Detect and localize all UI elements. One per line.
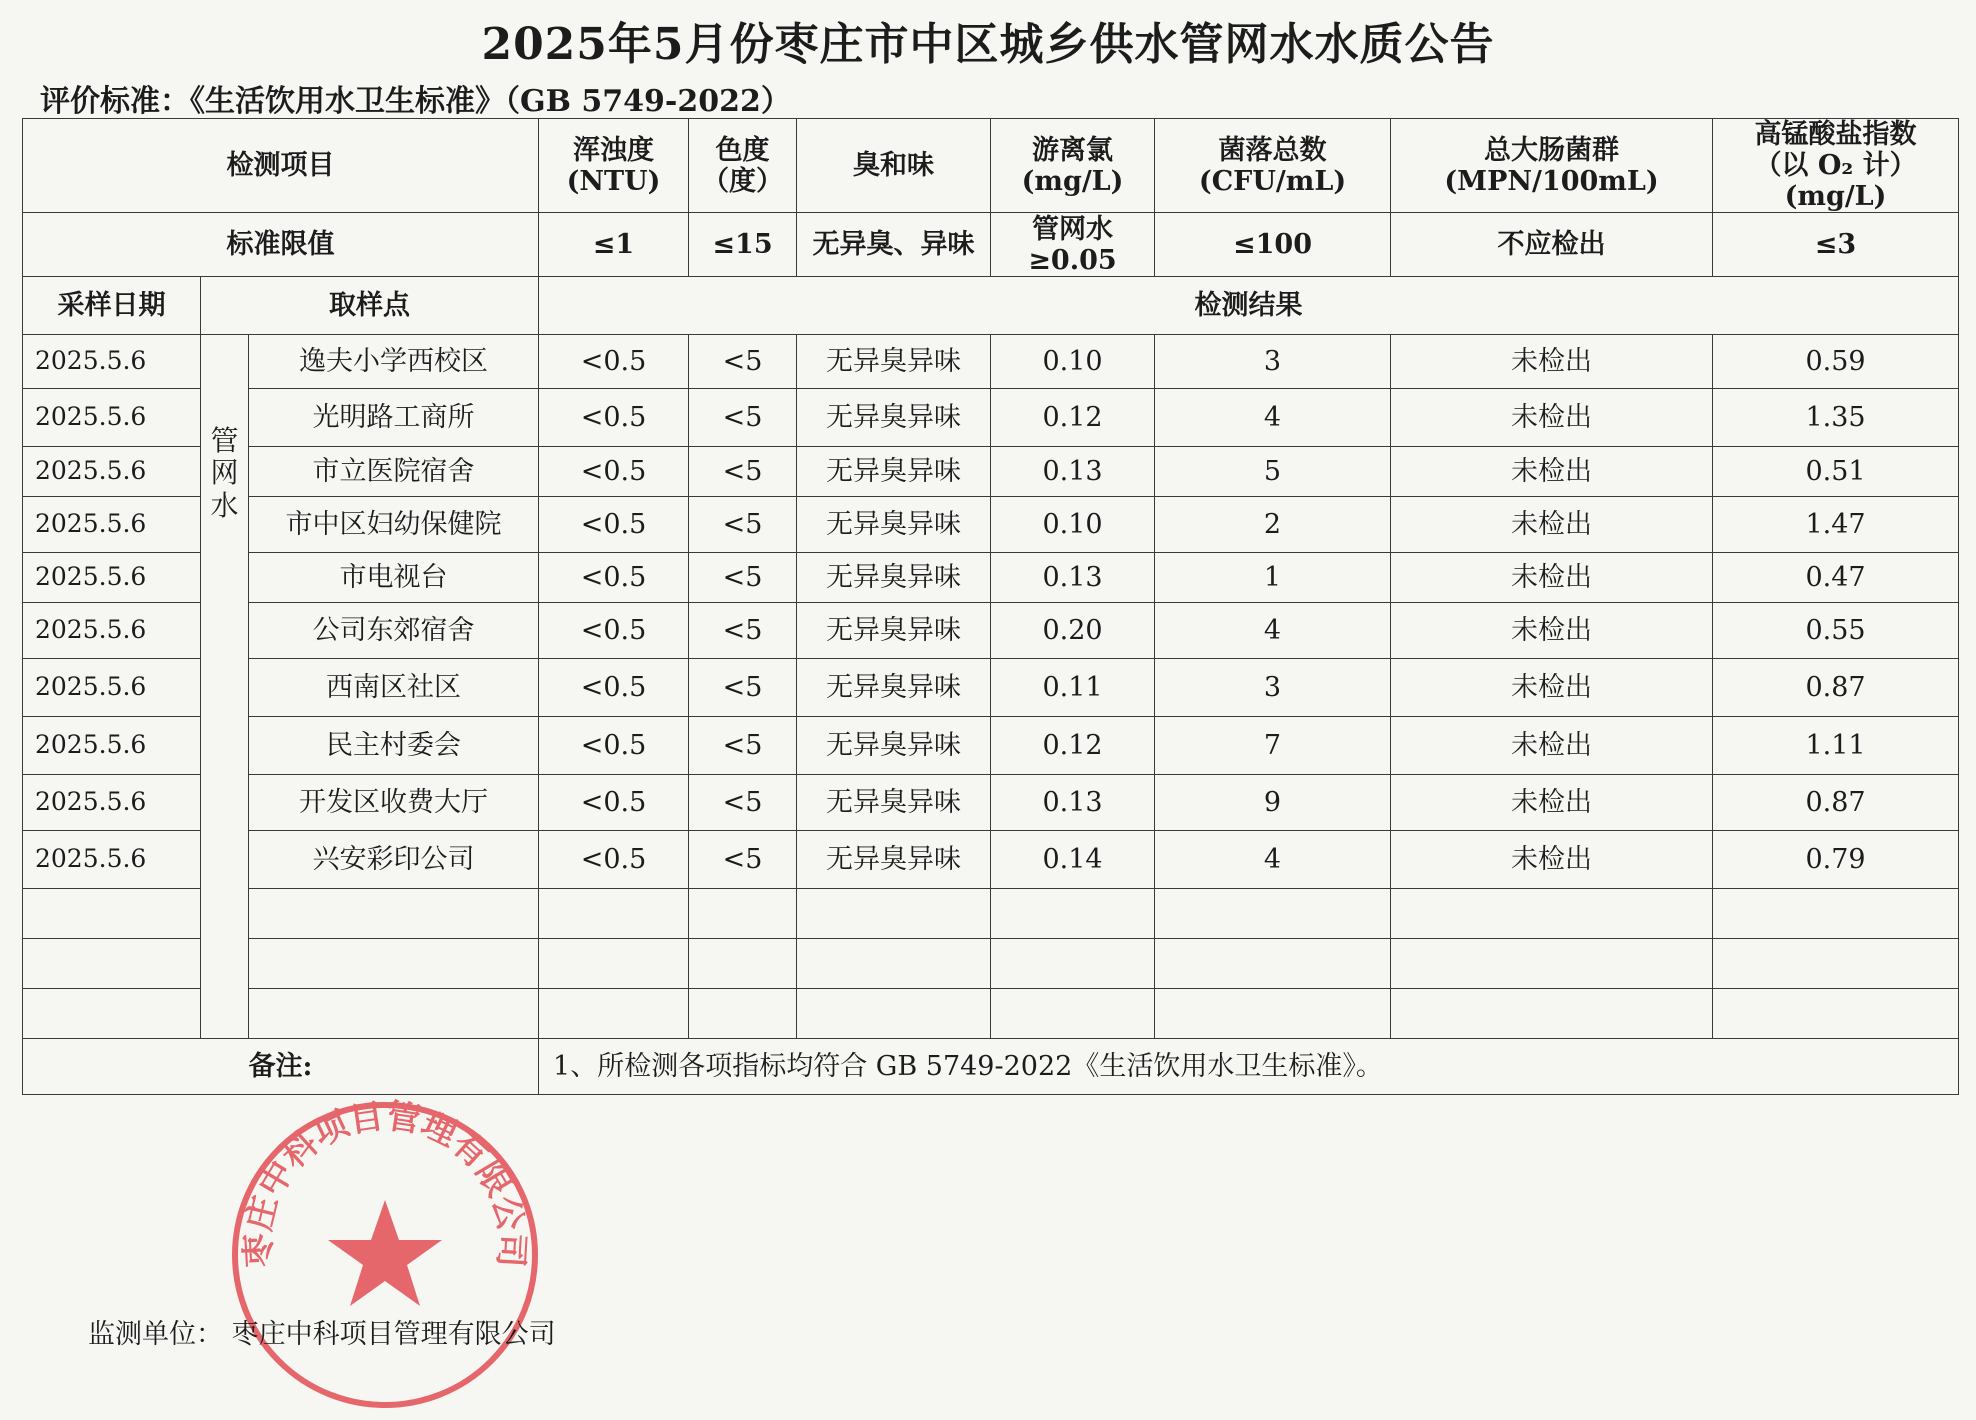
cell-chlorine: 0.11 (991, 659, 1155, 717)
empty-row (23, 939, 1959, 989)
cell-turbidity: <0.5 (539, 389, 689, 447)
cell-turbidity: <0.5 (539, 775, 689, 831)
empty-row (23, 989, 1959, 1039)
cell-permanganate: 0.59 (1713, 335, 1959, 389)
item-label: 检测项目 (23, 119, 539, 213)
table-row (23, 775, 1959, 831)
empty-cell (1713, 989, 1959, 1039)
cell-chlorine: 0.12 (991, 389, 1155, 447)
cell-chlorine: 0.13 (991, 447, 1155, 497)
empty-cell (1713, 939, 1959, 989)
empty-cell (249, 889, 539, 939)
point-label: 取样点 (201, 277, 539, 335)
empty-cell (23, 939, 201, 989)
col-colonies: 菌落总数 (CFU/mL) (1155, 119, 1391, 213)
col-chlorine: 游离氯 (mg/L) (991, 119, 1155, 213)
empty-row (23, 889, 1959, 939)
empty-cell (23, 989, 201, 1039)
cell-odor: 无异臭异味 (797, 659, 991, 717)
empty-cell (1391, 939, 1713, 989)
col-color: 色度 （度） (689, 119, 797, 213)
cell-chlorine: 0.10 (991, 497, 1155, 553)
empty-cell (1155, 939, 1391, 989)
cell-chlorine: 0.12 (991, 717, 1155, 775)
subheader-row (23, 277, 1959, 335)
cell-turbidity: <0.5 (539, 659, 689, 717)
cell-turbidity: <0.5 (539, 447, 689, 497)
group-label-char: 管 (210, 424, 239, 458)
empty-cell (797, 939, 991, 989)
limit-row (23, 213, 1959, 277)
cell-permanganate: 1.11 (1713, 717, 1959, 775)
table-row (23, 447, 1959, 497)
table-row (23, 717, 1959, 775)
cell-chlorine: 0.20 (991, 603, 1155, 659)
remark-label: 备注: (23, 1039, 539, 1095)
sample-date: 2025.5.6 (23, 389, 201, 447)
cell-coliform: 未检出 (1391, 717, 1713, 775)
table-row (23, 497, 1959, 553)
cell-odor: 无异臭异味 (797, 775, 991, 831)
cell-color: <5 (689, 335, 797, 389)
sample-point: 市中区妇幼保健院 (249, 497, 539, 553)
col-turbidity: 浑浊度 (NTU) (539, 119, 689, 213)
cell-turbidity: <0.5 (539, 717, 689, 775)
header-row (23, 119, 1959, 213)
cell-coliform: 未检出 (1391, 603, 1713, 659)
cell-chlorine: 0.13 (991, 553, 1155, 603)
cell-colonies: 1 (1155, 553, 1391, 603)
empty-cell (539, 989, 689, 1039)
cell-permanganate: 0.87 (1713, 775, 1959, 831)
table-row (23, 659, 1959, 717)
cell-odor: 无异臭异味 (797, 831, 991, 889)
col-odor: 臭和味 (797, 119, 991, 213)
cell-odor: 无异臭异味 (797, 447, 991, 497)
cell-colonies: 4 (1155, 603, 1391, 659)
cell-color: <5 (689, 717, 797, 775)
date-label: 采样日期 (23, 277, 201, 335)
sample-point: 市电视台 (249, 553, 539, 603)
cell-permanganate: 0.79 (1713, 831, 1959, 889)
sample-date: 2025.5.6 (23, 335, 201, 389)
sample-point: 西南区社区 (249, 659, 539, 717)
cell-odor: 无异臭异味 (797, 553, 991, 603)
cell-colonies: 4 (1155, 831, 1391, 889)
svg-text:枣庄中科项目管理有限公司: 枣庄中科项目管理有限公司 (238, 1096, 532, 1269)
sample-point: 市立医院宿舍 (249, 447, 539, 497)
cell-colonies: 9 (1155, 775, 1391, 831)
limit-chlorine: 管网水 ≥0.05 (991, 213, 1155, 277)
page-title: 2025年5月份枣庄市中区城乡供水管网水水质公告 (481, 19, 1495, 70)
cell-chlorine: 0.13 (991, 775, 1155, 831)
empty-cell (1155, 989, 1391, 1039)
cell-colonies: 4 (1155, 389, 1391, 447)
remark-row (23, 1039, 1959, 1095)
cell-permanganate: 0.51 (1713, 447, 1959, 497)
sample-point: 公司东郊宿舍 (249, 603, 539, 659)
empty-cell (1155, 889, 1391, 939)
cell-coliform: 未检出 (1391, 389, 1713, 447)
cell-coliform: 未检出 (1391, 553, 1713, 603)
cell-coliform: 未检出 (1391, 497, 1713, 553)
col-coliform: 总大肠菌群 (MPN/100mL) (1391, 119, 1713, 213)
sample-point: 兴安彩印公司 (249, 831, 539, 889)
empty-cell (23, 889, 201, 939)
empty-cell (797, 989, 991, 1039)
cell-colonies: 2 (1155, 497, 1391, 553)
empty-cell (689, 939, 797, 989)
limit-coliform: 不应检出 (1391, 213, 1713, 277)
company-seal-icon (220, 1090, 550, 1420)
cell-turbidity: <0.5 (539, 497, 689, 553)
sample-date: 2025.5.6 (23, 717, 201, 775)
cell-coliform: 未检出 (1391, 831, 1713, 889)
sample-date: 2025.5.6 (23, 603, 201, 659)
sample-date: 2025.5.6 (23, 659, 201, 717)
cell-permanganate: 1.35 (1713, 389, 1959, 447)
cell-odor: 无异臭异味 (797, 389, 991, 447)
cell-color: <5 (689, 553, 797, 603)
cell-color: <5 (689, 389, 797, 447)
empty-cell (249, 939, 539, 989)
cell-color: <5 (689, 497, 797, 553)
limit-color: ≤15 (689, 213, 797, 277)
group-label-char: 网 (210, 456, 239, 490)
cell-permanganate: 1.47 (1713, 497, 1959, 553)
cell-colonies: 3 (1155, 659, 1391, 717)
empty-cell (1391, 889, 1713, 939)
sample-date: 2025.5.6 (23, 831, 201, 889)
cell-odor: 无异臭异味 (797, 497, 991, 553)
group-label-char: 水 (210, 488, 239, 522)
cell-permanganate: 0.55 (1713, 603, 1959, 659)
table-row (23, 603, 1959, 659)
cell-colonies: 7 (1155, 717, 1391, 775)
table-row (23, 553, 1959, 603)
limit-odor: 无异臭、异味 (797, 213, 991, 277)
result-label: 检测结果 (539, 277, 1959, 335)
remark-text: 1、所检测各项指标均符合 GB 5749-2022《生活饮用水卫生标准》。 (539, 1039, 1959, 1095)
sample-date: 2025.5.6 (23, 447, 201, 497)
empty-cell (689, 989, 797, 1039)
col-permanganate: 高锰酸盐指数 （以 O₂ 计） (mg/L) (1713, 119, 1959, 213)
empty-cell (797, 889, 991, 939)
table-row (23, 389, 1959, 447)
limit-turbidity: ≤1 (539, 213, 689, 277)
table-row (23, 335, 1959, 389)
cell-coliform: 未检出 (1391, 775, 1713, 831)
cell-color: <5 (689, 659, 797, 717)
cell-turbidity: <0.5 (539, 603, 689, 659)
empty-cell (991, 939, 1155, 989)
cell-turbidity: <0.5 (539, 553, 689, 603)
cell-coliform: 未检出 (1391, 447, 1713, 497)
evaluation-standard: 评价标准：《生活饮用水卫生标准》（GB 5749-2022） (40, 84, 791, 119)
cell-coliform: 未检出 (1391, 659, 1713, 717)
sample-date: 2025.5.6 (23, 497, 201, 553)
sample-point: 民主村委会 (249, 717, 539, 775)
cell-colonies: 5 (1155, 447, 1391, 497)
cell-chlorine: 0.14 (991, 831, 1155, 889)
cell-color: <5 (689, 775, 797, 831)
cell-turbidity: <0.5 (539, 831, 689, 889)
empty-cell (1713, 889, 1959, 939)
cell-color: <5 (689, 831, 797, 889)
table-row (23, 831, 1959, 889)
cell-permanganate: 0.87 (1713, 659, 1959, 717)
cell-odor: 无异臭异味 (797, 717, 991, 775)
sample-point: 逸夫小学西校区 (249, 335, 539, 389)
limit-colonies: ≤100 (1155, 213, 1391, 277)
group-label-pipe-water (201, 335, 249, 1039)
limit-permanganate: ≤3 (1713, 213, 1959, 277)
cell-color: <5 (689, 447, 797, 497)
sample-date: 2025.5.6 (23, 775, 201, 831)
empty-cell (539, 939, 689, 989)
cell-turbidity: <0.5 (539, 335, 689, 389)
cell-permanganate: 0.47 (1713, 553, 1959, 603)
sample-point: 光明路工商所 (249, 389, 539, 447)
water-quality-table (22, 118, 1959, 1095)
empty-cell (991, 989, 1155, 1039)
empty-cell (249, 989, 539, 1039)
cell-coliform: 未检出 (1391, 335, 1713, 389)
cell-chlorine: 0.10 (991, 335, 1155, 389)
empty-cell (689, 889, 797, 939)
limit-label: 标准限值 (23, 213, 539, 277)
cell-color: <5 (689, 603, 797, 659)
empty-cell (1391, 989, 1713, 1039)
sample-point: 开发区收费大厅 (249, 775, 539, 831)
sample-date: 2025.5.6 (23, 553, 201, 603)
cell-colonies: 3 (1155, 335, 1391, 389)
cell-odor: 无异臭异味 (797, 335, 991, 389)
empty-cell (991, 889, 1155, 939)
empty-cell (539, 889, 689, 939)
cell-odor: 无异臭异味 (797, 603, 991, 659)
monitoring-unit: 监测单位： 枣庄中科项目管理有限公司 (88, 1319, 556, 1350)
